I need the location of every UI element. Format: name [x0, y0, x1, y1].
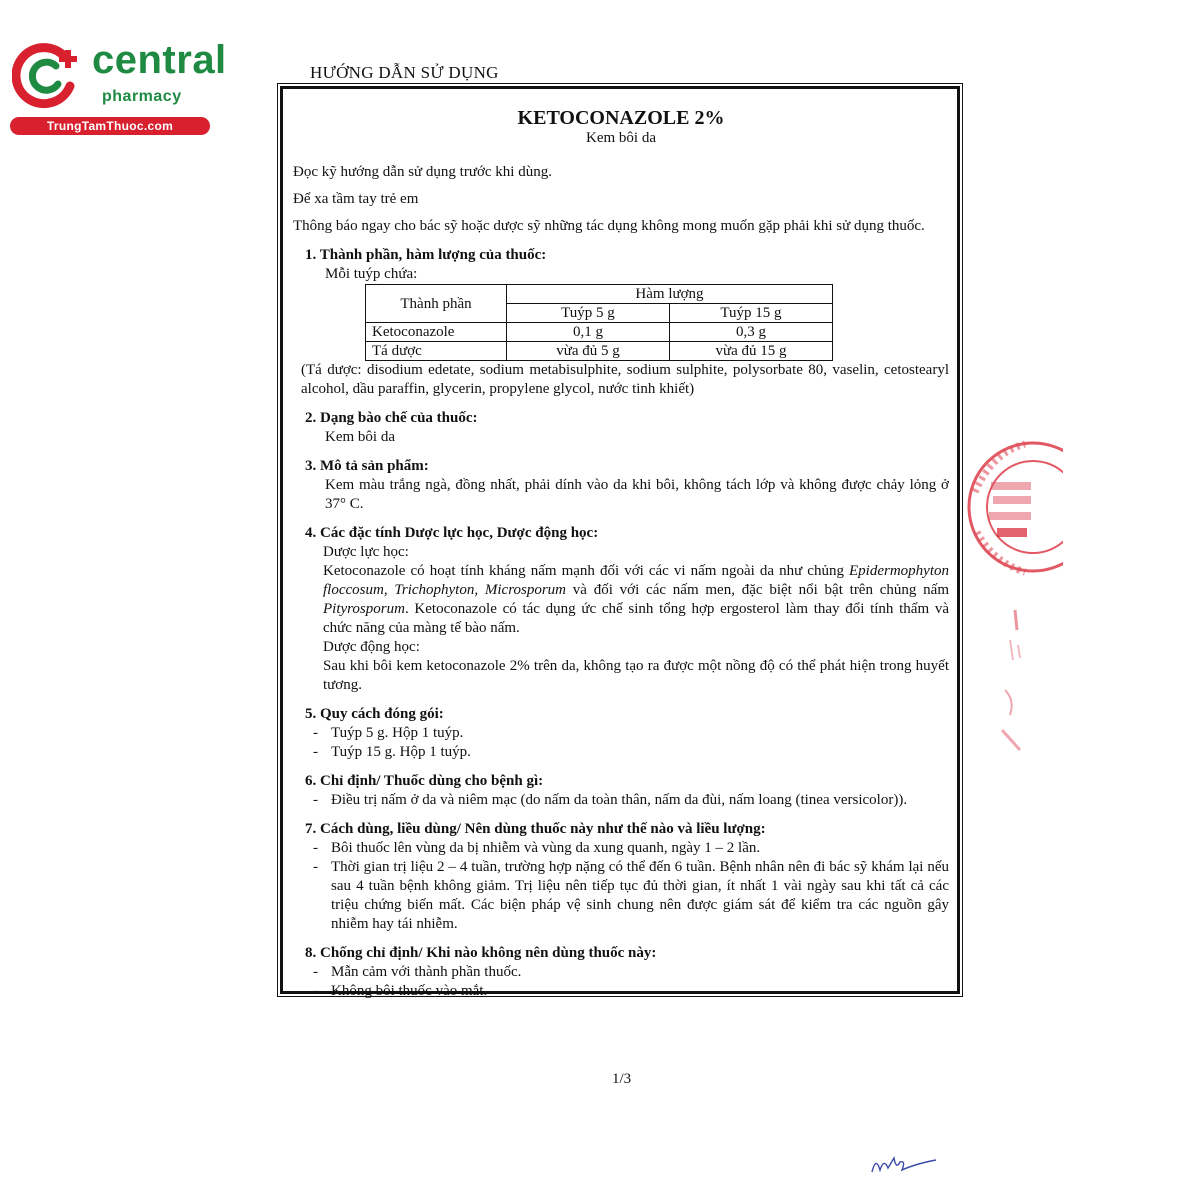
intro-line: Đọc kỹ hướng dẫn sử dụng trước khi dùng.: [293, 164, 552, 180]
section-packaging: [293, 705, 949, 762]
brand-logo: [10, 36, 227, 136]
section-text: Kem bôi da: [325, 429, 395, 445]
section-heading: 3. Mô tả sản phẩm:: [305, 458, 429, 474]
section-pharmacology: [293, 524, 949, 695]
section-contraindications: [293, 944, 949, 1001]
table-cell: vừa đủ 5 g: [507, 342, 670, 361]
section-heading: 4. Các đặc tính Dược lực học, Dược động học:: [305, 525, 599, 541]
pharmacodynamics-text: [323, 562, 949, 638]
excipients-text: (Tá dược: disodium edetate, sodium metabisulphite, sodium sulphite, polysorbate 80, vaselin, cetostearyl alcohol, dầu paraffin, glycerin, propylene glycol, nước tinh khiết): [301, 362, 949, 397]
table-cell: Tá dược: [366, 342, 507, 361]
table-header: Thành phần: [366, 285, 507, 323]
list-item-text: Mẫn cảm với thành phần thuốc.: [331, 964, 522, 980]
table-row: [366, 342, 833, 361]
table-cell: 0,1 g: [507, 323, 670, 342]
page-subtitle: Kem bôi da: [586, 130, 656, 146]
list-item-text: Tuýp 15 g. Hộp 1 tuýp.: [331, 744, 471, 760]
table-header: Tuýp 15 g: [670, 304, 833, 323]
section-dosage: [293, 820, 949, 934]
bullet: -: [313, 840, 318, 856]
list-item: [313, 858, 949, 934]
red-margin-marks-icon: [990, 600, 1030, 760]
document-header: HƯỚNG DẪN SỬ DỤNG: [310, 63, 499, 82]
section-heading: 2. Dạng bào chế của thuốc:: [305, 410, 478, 426]
section-text: Kem màu trắng ngà, đồng nhất, phải dính vào da khi bôi, không tách lớp và không được chảy lỏng ở 37° C.: [325, 477, 949, 512]
list-item: [313, 963, 949, 982]
list-item-text: Thời gian trị liệu 2 – 4 tuần, trường hợp nặng có thể đến 6 tuần. Bệnh nhân nên đi bác sỹ khám lại nếu sau 4 tuần bệnh không giảm. Trị liệu nên tiếp tục đủ thời gian, ít nhất 1 vài ngày sau khi tất cả các triệu chứng biến mất. Các biện pháp vệ sinh chung nên được giám sát để kiểm tra các nguồn gây nhiễm hay tái nhiễm.: [331, 859, 949, 932]
list-item-text: Bôi thuốc lên vùng da bị nhiễm và vùng da xung quanh, ngày 1 – 2 lần.: [331, 840, 761, 856]
pharmacy-cross-logo-icon: [12, 42, 82, 112]
table-cell: 0,3 g: [670, 323, 833, 342]
section-heading: 1. Thành phần, hàm lượng của thuốc:: [305, 247, 547, 263]
pharmacokinetics-text: Sau khi bôi kem ketoconazole 2% trên da, không tạo ra được một nồng độ có thể phát hiện trong huyết tương.: [323, 658, 949, 693]
intro-line: Để xa tầm tay trẻ em: [293, 191, 419, 207]
section-indications: [293, 772, 949, 810]
section-heading: 6. Chỉ định/ Thuốc dùng cho bệnh gì:: [305, 773, 544, 789]
species-name: Pityrosporum: [323, 601, 405, 617]
section-heading: 7. Cách dùng, liều dùng/ Nên dùng thuốc này như thế nào và liều lượng:: [305, 821, 766, 837]
intro-line: Thông báo ngay cho bác sỹ hoặc dược sỹ những tác dụng không mong muốn gặp phải khi sử dụng thuốc.: [293, 218, 925, 234]
signature-icon: [870, 1152, 940, 1177]
page-number: 1/3: [612, 1071, 632, 1087]
list-item: [313, 743, 949, 762]
table-header: Hàm lượng: [507, 285, 833, 304]
page-title: KETOCONAZOLE 2%: [517, 107, 725, 129]
table-cell: Ketoconazole: [366, 323, 507, 342]
subsection-label: Dược lực học:: [323, 544, 409, 560]
leaflet-frame: [280, 86, 960, 999]
section-text: Mỗi tuýp chứa:: [325, 266, 418, 282]
bullet: -: [313, 964, 318, 980]
section-heading: 8. Chống chỉ định/ Khi nào không nên dùng thuốc này:: [305, 945, 657, 961]
bullet: -: [313, 983, 318, 999]
list-item-text: Điều trị nấm ở da và niêm mạc (do nấm da toàn thân, nấm da đùi, nấm loang (tinea versicolor)).: [331, 792, 908, 808]
company-seal-icon: [963, 432, 1063, 582]
brand-website: TrungTamThuoc.com: [10, 117, 210, 135]
list-item: [313, 982, 949, 1001]
bullet: -: [313, 792, 318, 808]
table-cell: vừa đủ 15 g: [670, 342, 833, 361]
section-description: [293, 457, 949, 514]
list-item-text: Tuýp 5 g. Hộp 1 tuýp.: [331, 725, 464, 741]
bullet: -: [313, 725, 318, 741]
subsection-label: Dược động học:: [323, 639, 420, 655]
text-run: và đối với các nấm men, đặc biệt nổi bật trên chủng nấm: [566, 582, 950, 598]
text-run: Ketoconazole có hoạt tính kháng nấm mạnh đối với các vi nấm ngoài da như chủng: [323, 563, 850, 579]
composition-table: [365, 284, 833, 361]
text-run: . Ketoconazole có tác dụng ức chế sinh tổng hợp ergosterol làm thay đổi tính thấm và chức năng của màng tế bào nấm.: [323, 601, 949, 636]
list-item: [313, 724, 949, 743]
section-composition: [293, 246, 949, 399]
brand-name: central: [92, 38, 227, 82]
list-item: [313, 839, 949, 858]
bullet: -: [313, 744, 318, 760]
table-header: Tuýp 5 g: [507, 304, 670, 323]
section-dosage-form: [293, 409, 949, 447]
bullet: -: [313, 859, 318, 875]
list-item-text: Không bôi thuốc vào mắt.: [331, 983, 488, 999]
species-names: Epidermophyton floccosum, Trichophyton, Microsporum: [323, 563, 949, 598]
list-item: [313, 791, 949, 810]
brand-subtitle: pharmacy: [102, 88, 182, 105]
table-row: [366, 323, 833, 342]
section-heading: 5. Quy cách đóng gói:: [305, 706, 444, 722]
